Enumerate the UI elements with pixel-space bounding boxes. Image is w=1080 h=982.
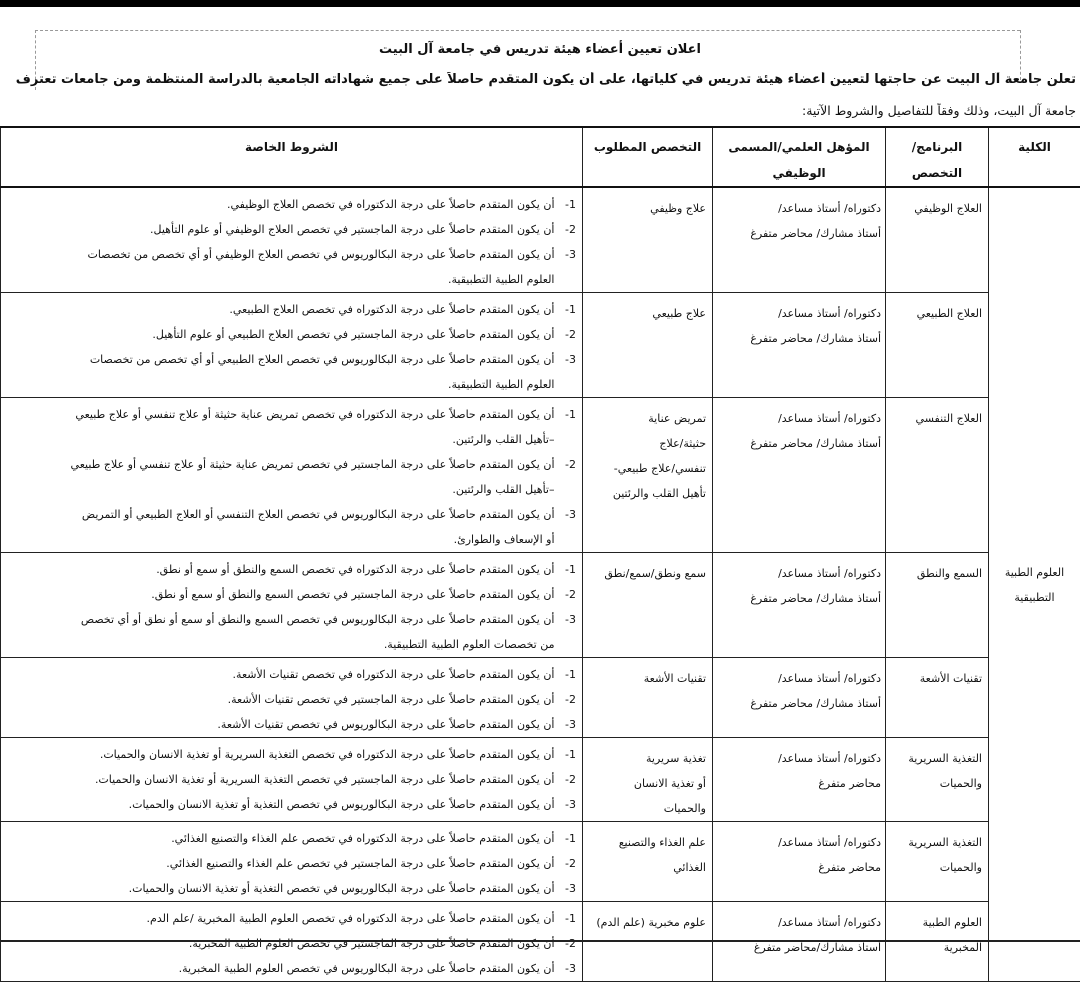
condition-line: [3, 267, 576, 292]
condition-number: 3-: [558, 712, 576, 737]
condition-text: العلوم الطبية التطبيقية.: [448, 378, 554, 391]
condition-number: 2-: [558, 687, 576, 712]
qualification-line: أستاذ مشارك/محاضر متفرغ: [717, 935, 881, 960]
condition-line: [3, 402, 576, 427]
table-row: [1, 398, 1080, 553]
specialization-cell: [583, 553, 713, 658]
qualification-cell: [713, 293, 886, 398]
condition-line: [3, 582, 576, 607]
qualification-line: دكتوراه/ أستاذ مساعد/: [717, 561, 881, 586]
specialization-line: علم الغذاء والتصنيع: [589, 830, 706, 855]
condition-line: [3, 662, 576, 687]
specialization-cell: [583, 658, 713, 738]
condition-number: 1-: [558, 192, 576, 217]
condition-number: 2-: [558, 767, 576, 792]
program-cell: العلاج التنفسي: [886, 398, 989, 553]
qualification-cell: [713, 738, 886, 822]
table-row: [1, 738, 1080, 822]
condition-line: [3, 956, 576, 981]
table-row: [1, 293, 1080, 398]
header-specialization: التخصص المطلوب: [583, 127, 713, 187]
header-college: الكلية: [989, 127, 1080, 187]
qualification-line: محاضر متفرغ: [717, 771, 881, 796]
specialization-line: الغذائي: [589, 855, 706, 880]
specialization-line: تغذية سريرية: [589, 746, 706, 771]
condition-text: أن يكون المتقدم حاصلاً على درجة البكالوريوس في تخصص العلاج الوظيفي أو أي تخصص من تخصصات: [87, 248, 554, 261]
qualification-line: أستاذ مشارك/ محاضر متفرغ: [717, 586, 881, 611]
program-cell: العلاج الوظيفي: [886, 187, 989, 293]
program-cell: التغذية السريرية والحميات: [886, 738, 989, 822]
specialization-line: علاج وظيفي: [589, 196, 706, 221]
condition-number: 1-: [558, 402, 576, 427]
condition-line: [3, 557, 576, 582]
condition-line: [3, 851, 576, 876]
condition-text: أن يكون المتقدم حاصلاً على درجة البكالوريوس في تخصص التغذية أو تغذية الانسان والحميات.: [129, 882, 555, 895]
condition-number: 2-: [558, 582, 576, 607]
qualification-line: أستاذ مشارك/ محاضر متفرغ: [717, 221, 881, 246]
specialization-cell: [583, 738, 713, 822]
condition-text: أن يكون المتقدم حاصلاً على درجة البكالوريوس في تخصص العلاج الطبيعي أو أي تخصص من تخصصات: [90, 353, 555, 366]
condition-line: [3, 372, 576, 397]
table-row: [1, 658, 1080, 738]
announcement-intro-line2: جامعة آل البيت، وذلك وفقاً للتفاصيل والشروط الآتية:: [0, 103, 1076, 118]
specialization-cell: [583, 398, 713, 553]
condition-line: [3, 607, 576, 632]
condition-text: أن يكون المتقدم حاصلاً على درجة البكالوريوس في تخصص تقنيات الأشعة.: [217, 718, 554, 731]
conditions-cell: [1, 398, 583, 553]
condition-number: 1-: [558, 557, 576, 582]
qualification-line: دكتوراه/ أستاذ مساعد/: [717, 746, 881, 771]
condition-text: أن يكون المتقدم حاصلاً على درجة الدكتوراه في تخصص علم الغذاء والتصنيع الغذائي.: [171, 832, 554, 845]
condition-number: 3-: [558, 876, 576, 901]
qualification-line: أستاذ مشارك/ محاضر متفرغ: [717, 691, 881, 716]
conditions-cell: [1, 187, 583, 293]
condition-line: [3, 687, 576, 712]
condition-line: [3, 502, 576, 527]
specialization-cell: [583, 187, 713, 293]
qualification-line: دكتوراه/ أستاذ مساعد/: [717, 666, 881, 691]
condition-line: [3, 742, 576, 767]
condition-text: –تأهيل القلب والرئتين.: [452, 483, 554, 496]
specialization-line: حثيثة/علاج: [589, 431, 706, 456]
specialization-cell: [583, 293, 713, 398]
specialization-line: علاج طبيعي: [589, 301, 706, 326]
condition-line: [3, 452, 576, 477]
specialization-line: تقنيات الأشعة: [589, 666, 706, 691]
dashed-guide: [35, 30, 1020, 31]
condition-line: [3, 192, 576, 217]
conditions-cell: [1, 658, 583, 738]
condition-line: [3, 931, 576, 956]
condition-number: 1-: [558, 662, 576, 687]
condition-line: [3, 632, 576, 657]
condition-line: [3, 477, 576, 502]
condition-text: أن يكون المتقدم حاصلاً على درجة الماجستير في تخصص العلوم الطبية المخبرية.: [189, 937, 555, 950]
program-cell: العلاج الطبيعي: [886, 293, 989, 398]
announcement-intro-line1: تعلن جامعة آل البيت عن حاجتها لتعيين أعضاء هيئة تدريس في كلياتها، على أن يكون المتقدم حاصلاً على جميع شهاداته الجامعية بالدراسة المنتظمة ومن جامعات تعترف: [0, 72, 1076, 87]
condition-text: أن يكون المتقدم حاصلاً على درجة الماجستير في تخصص التغذية السريرية أو تغذية الانسان والحميات.: [95, 773, 555, 786]
condition-text: أن يكون المتقدم حاصلاً على درجة الماجستير في تخصص العلاج الطبيعي أو علوم التأهيل.: [152, 328, 554, 341]
qualification-cell: [713, 658, 886, 738]
condition-text: أن يكون المتقدم حاصلاً على درجة الدكتوراه في تخصص العلاج الطبيعي.: [229, 303, 554, 316]
condition-number: 2-: [558, 217, 576, 242]
condition-line: [3, 242, 576, 267]
specialization-line: تأهيل القلب والرئتين: [589, 481, 706, 506]
college-cell: العلوم الطبية التطبيقية: [989, 187, 1080, 982]
condition-text: أن يكون المتقدم حاصلاً على درجة البكالوريوس في تخصص العلوم الطبية المخبرية.: [179, 962, 555, 975]
condition-number: 3-: [558, 956, 576, 981]
condition-line: [3, 427, 576, 452]
qualification-cell: [713, 187, 886, 293]
condition-number: 2-: [558, 322, 576, 347]
condition-number: 1-: [558, 826, 576, 851]
table-row: [1, 553, 1080, 658]
condition-text: –تأهيل القلب والرئتين.: [452, 433, 554, 446]
conditions-cell: [1, 293, 583, 398]
qualification-line: دكتوراه/ أستاذ مساعد/: [717, 301, 881, 326]
condition-text: أن يكون المتقدم حاصلاً على درجة الماجستير في تخصص تمريض عناية حثيثة أو علاج تنفسي أو علاج طبيعي: [71, 458, 555, 471]
condition-number: 1-: [558, 742, 576, 767]
table-row: [1, 822, 1080, 902]
condition-number: 2-: [558, 452, 576, 477]
qualification-line: أستاذ مشارك/ محاضر متفرغ: [717, 431, 881, 456]
condition-line: [3, 792, 576, 817]
qualification-cell: [713, 553, 886, 658]
condition-text: أن يكون المتقدم حاصلاً على درجة الدكتوراه في تخصص تمريض عناية حثيثة أو علاج تنفسي أو علاج طبيعي: [75, 408, 554, 421]
qualification-line: دكتوراه/ أستاذ مساعد/: [717, 196, 881, 221]
condition-text: أن يكون المتقدم حاصلاً على درجة الماجستير في تخصص تقنيات الأشعة.: [228, 693, 555, 706]
condition-text: أن يكون المتقدم حاصلاً على درجة البكالوريوس في تخصص التغذية أو تغذية الانسان والحميات.: [129, 798, 555, 811]
bottom-rule: [0, 940, 1080, 942]
specialization-line: أو تغذية الانسان: [589, 771, 706, 796]
conditions-cell: [1, 738, 583, 822]
condition-text: أن يكون المتقدم حاصلاً على درجة الدكتوراه في تخصص العلاج الوظيفي.: [227, 198, 555, 211]
program-cell: العلوم الطبية المخبرية: [886, 902, 989, 982]
condition-number: 3-: [558, 607, 576, 632]
specialization-line: والحميات: [589, 796, 706, 821]
condition-number: 3-: [558, 347, 576, 372]
qualification-line: دكتوراه/ أستاذ مساعد/: [717, 830, 881, 855]
condition-line: [3, 826, 576, 851]
specialization-line: علوم مخبرية (علم الدم): [589, 910, 706, 935]
header-conditions: الشروط الخاصة: [1, 127, 583, 187]
condition-text: أن يكون المتقدم حاصلاً على درجة الماجستير في تخصص السمع والنطق أو سمع أو نطق.: [151, 588, 554, 601]
header-program: البرنامج/ التخصص: [886, 127, 989, 187]
condition-number: 3-: [558, 502, 576, 527]
condition-line: [3, 527, 576, 552]
positions-table: [0, 126, 1080, 982]
condition-number: 1-: [558, 297, 576, 322]
specialization-line: سمع ونطق/سمع/نطق: [589, 561, 706, 586]
condition-text: أن يكون المتقدم حاصلاً على درجة الدكتوراه في تخصص السمع والنطق أو سمع أو نطق.: [156, 563, 554, 576]
program-cell: السمع والنطق: [886, 553, 989, 658]
specialization-cell: [583, 822, 713, 902]
announcement-title: اعلان تعيين أعضاء هيئة تدريس في جامعة آل البيت: [0, 42, 1080, 57]
conditions-cell: [1, 822, 583, 902]
qualification-line: دكتوراه/ أستاذ مساعد/: [717, 406, 881, 431]
table-header-row: [1, 127, 1080, 187]
qualification-line: أستاذ مشارك/ محاضر متفرغ: [717, 326, 881, 351]
program-cell: التغذية السريرية والحميات: [886, 822, 989, 902]
qualification-cell: [713, 822, 886, 902]
condition-line: [3, 297, 576, 322]
condition-line: [3, 767, 576, 792]
condition-text: أن يكون المتقدم حاصلاً على درجة الدكتوراه في تخصص التغذية السريرية أو تغذية الانسان والحميات.: [100, 748, 555, 761]
condition-text: العلوم الطبية التطبيقية.: [448, 273, 554, 286]
condition-text: أن يكون المتقدم حاصلاً على درجة الدكتوراه في تخصص تقنيات الأشعة.: [233, 668, 555, 681]
qualification-cell: [713, 398, 886, 553]
condition-text: أن يكون المتقدم حاصلاً على درجة الدكتوراه في تخصص العلوم الطبية المخبرية /علم الدم.: [147, 912, 555, 925]
condition-text: أن يكون المتقدم حاصلاً على درجة الماجستير في تخصص العلاج الوظيفي أو علوم التأهيل.: [150, 223, 554, 236]
condition-text: أن يكون المتقدم حاصلاً على درجة البكالوريوس في تخصص السمع والنطق أو سمع أو نطق أو أي تخصص: [81, 613, 555, 626]
specialization-line: تنفسي/علاج طبيعي-: [589, 456, 706, 481]
condition-number: 2-: [558, 931, 576, 956]
condition-number: 2-: [558, 851, 576, 876]
condition-line: [3, 322, 576, 347]
qualification-line: محاضر متفرغ: [717, 855, 881, 880]
top-border-bar: [0, 0, 1080, 7]
condition-line: [3, 347, 576, 372]
conditions-cell: [1, 553, 583, 658]
condition-line: [3, 876, 576, 901]
condition-text: من تخصصات العلوم الطبية التطبيقية.: [384, 638, 555, 651]
condition-text: أن يكون المتقدم حاصلاً على درجة البكالوريوس في تخصص العلاج التنفسي أو العلاج الطبيعي أو التمريض: [82, 508, 555, 521]
condition-text: أن يكون المتقدم حاصلاً على درجة الماجستير في تخصص علم الغذاء والتصنيع الغذائي.: [166, 857, 554, 870]
condition-line: [3, 217, 576, 242]
condition-number: 3-: [558, 242, 576, 267]
specialization-line: تمريض عناية: [589, 406, 706, 431]
condition-line: [3, 906, 576, 931]
qualification-line: دكتوراه/ أستاذ مساعد/: [717, 910, 881, 935]
condition-line: [3, 712, 576, 737]
header-qualification: المؤهل العلمي/المسمى الوظيفي: [713, 127, 886, 187]
condition-number: 3-: [558, 792, 576, 817]
condition-text: أو الإسعاف والطوارئ.: [454, 533, 555, 546]
condition-number: 1-: [558, 906, 576, 931]
program-cell: تقنيات الأشعة: [886, 658, 989, 738]
table-row: [1, 187, 1080, 293]
